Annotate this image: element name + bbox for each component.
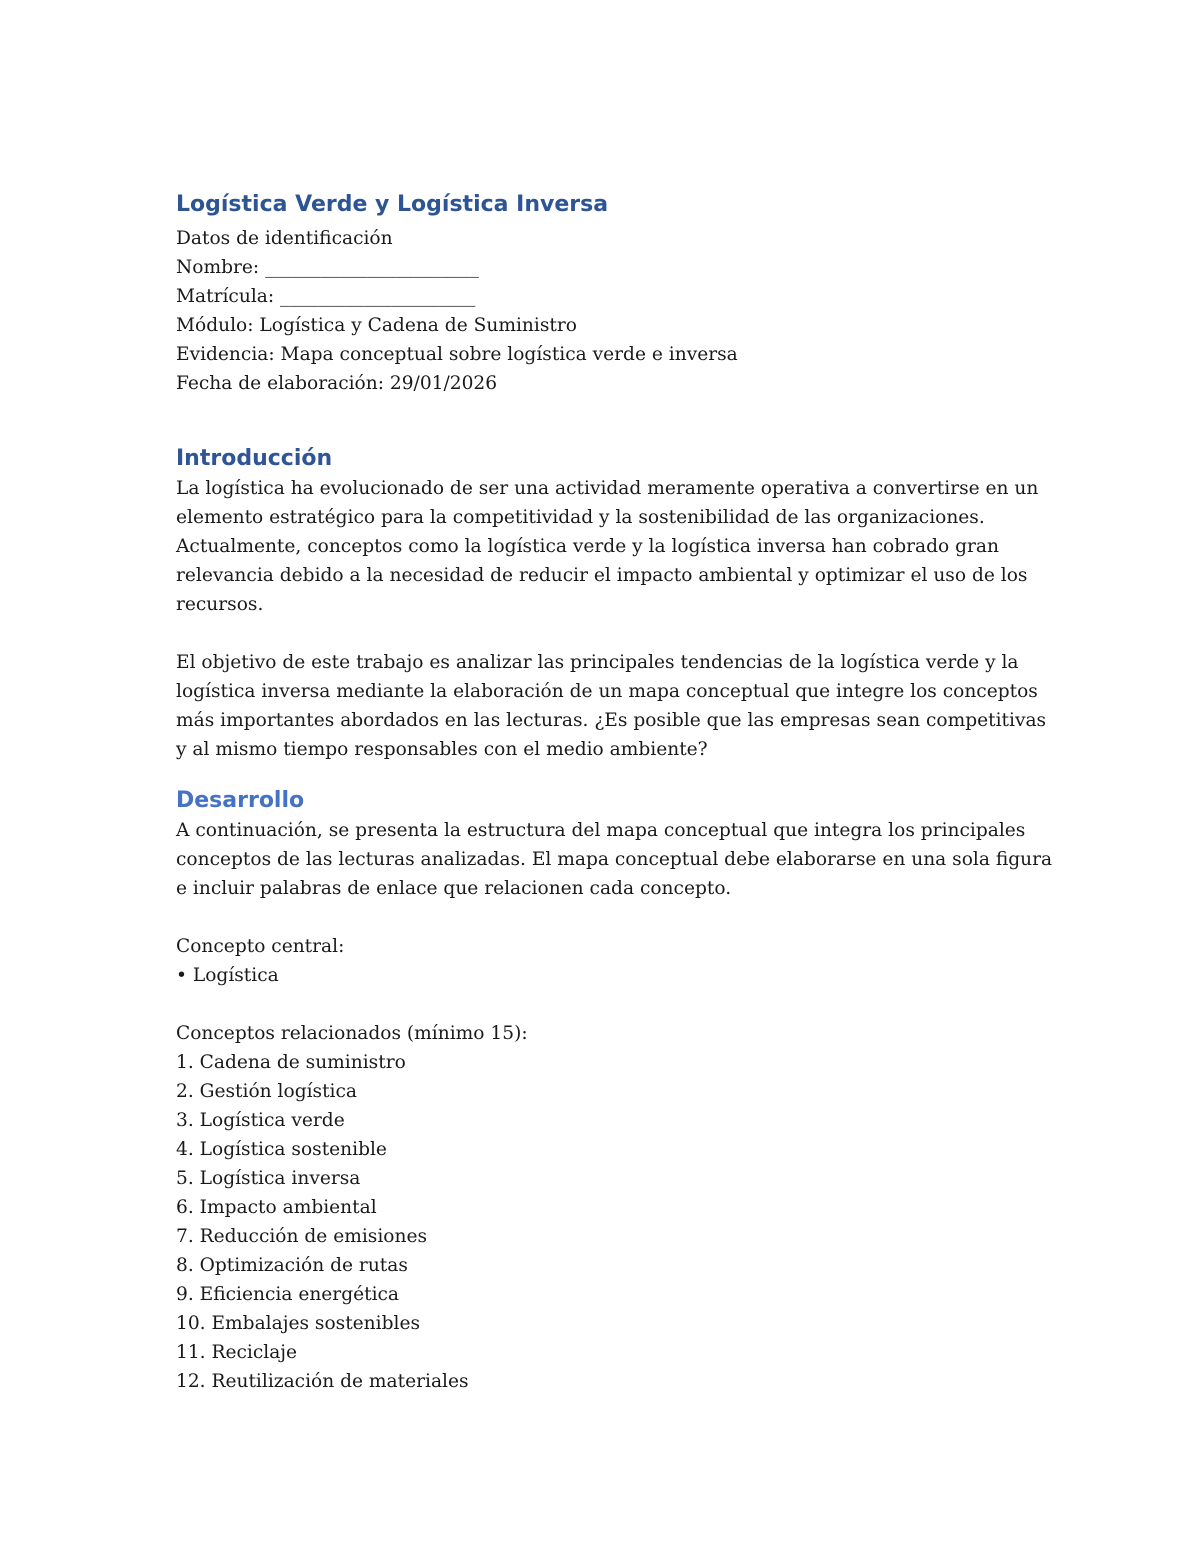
list-item: 9. Eficiencia energética [176, 1284, 400, 1305]
list-item: 4. Logística sostenible [176, 1139, 387, 1160]
paragraph-line: e incluir palabras de enlace que relacionen cada concepto. [176, 878, 732, 899]
list-item: 8. Optimización de rutas [176, 1255, 408, 1276]
date-field: Fecha de elaboración: 29/01/2026 [176, 373, 498, 394]
paragraph-line: Actualmente, conceptos como la logística verde y la logística inversa han cobrado gran [176, 536, 999, 557]
paragraph-line: elemento estratégico para la competitividad y la sostenibilidad de las organizaciones. [176, 507, 985, 528]
paragraph-line: recursos. [176, 594, 264, 615]
spacer [176, 619, 1036, 648]
list-item: 3. Logística verde [176, 1110, 345, 1131]
development-heading: Desarrollo [176, 788, 305, 813]
document-title: Logística Verde y Logística Inversa [176, 192, 609, 217]
list-item: 7. Reducción de emisiones [176, 1226, 427, 1247]
document-page [176, 190, 1053, 1396]
paragraph-line: más importantes abordados en las lecturas. ¿Es posible que las empresas sean competitivas [176, 710, 1047, 731]
identification-header: Datos de identificación [176, 228, 393, 249]
list-item: 1. Cadena de suministro [176, 1052, 406, 1073]
spacer [176, 903, 1036, 932]
list-item: 12. Reutilización de materiales [176, 1371, 469, 1392]
list-item: 10. Embalajes sostenibles [176, 1313, 420, 1334]
central-concept-label: Concepto central: [176, 936, 345, 957]
development-paragraph [176, 816, 1053, 903]
paragraph-line: logística inversa mediante la elaboración de un mapa conceptual que integre los conceptos [176, 681, 1038, 702]
paragraph-line: La logística ha evolucionado de ser una actividad meramente operativa a convertirse en un [176, 478, 1039, 499]
paragraph-line: El objetivo de este trabajo es analizar las principales tendencias de la logística verde y la [176, 652, 1019, 673]
intro-paragraph-1 [176, 474, 1039, 619]
module-field: Módulo: Logística y Cadena de Suministro [176, 315, 577, 336]
paragraph-line: conceptos de las lecturas analizadas. El mapa conceptual debe elaborarse en una sola figura [176, 849, 1053, 870]
identification-block [176, 224, 1036, 398]
list-item: 5. Logística inversa [176, 1168, 361, 1189]
intro-paragraph-2 [176, 648, 1047, 764]
list-item: 11. Reciclaje [176, 1342, 298, 1363]
list-item: 6. Impacto ambiental [176, 1197, 377, 1218]
list-item: 2. Gestión logística [176, 1081, 357, 1102]
name-field: Nombre: _______________________ [176, 257, 479, 278]
paragraph-line: y al mismo tiempo responsables con el medio ambiente? [176, 739, 708, 760]
related-concepts-label: Conceptos relacionados (mínimo 15): [176, 1023, 528, 1044]
paragraph-line: A continuación, se presenta la estructura del mapa conceptual que integra los principales [176, 820, 1026, 841]
enrollment-field: Matrícula: _____________________ [176, 286, 476, 307]
intro-heading: Introducción [176, 446, 333, 471]
related-concepts-list [176, 1048, 1036, 1396]
central-concept-item: • Logística [176, 965, 279, 986]
paragraph-line: relevancia debido a la necesidad de reducir el impacto ambiental y optimizar el uso de los [176, 565, 1028, 586]
spacer [176, 990, 1036, 1019]
evidence-field: Evidencia: Mapa conceptual sobre logística verde e inversa [176, 344, 738, 365]
